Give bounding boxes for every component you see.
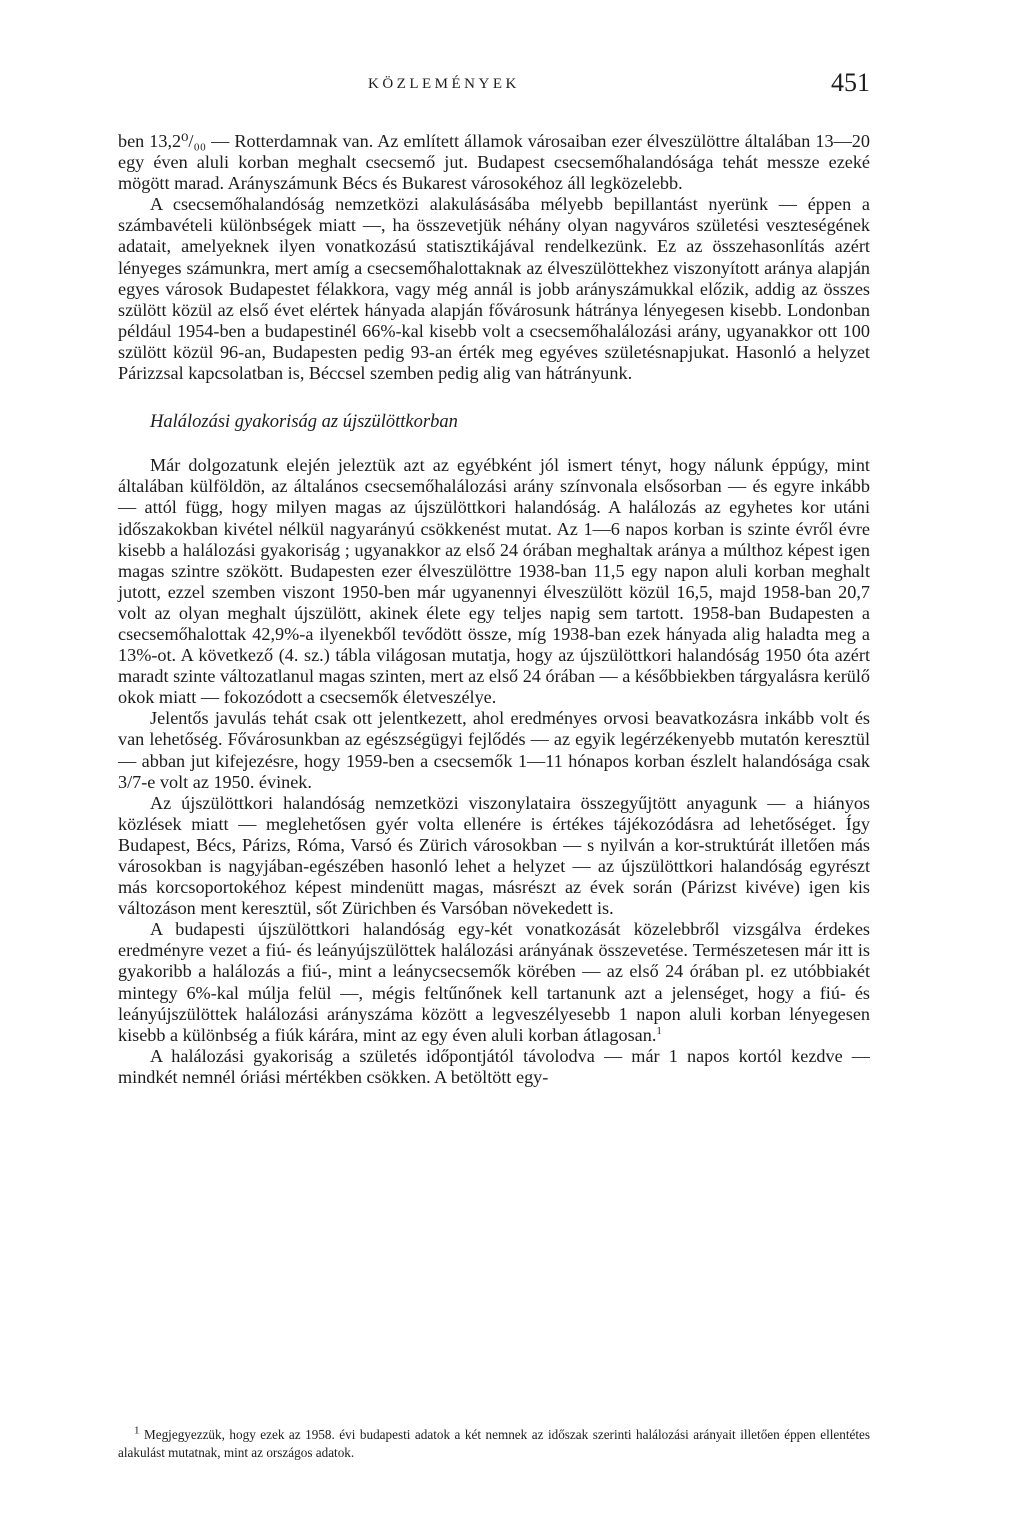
paragraph-international-comparison: A csecsemőhalandóság nemzetközi alakulásásába mélyebb bepillantást nyerünk — éppen a számbavételi különbségek miatt —, ha összevetjük néhány olyan nagyváros születési veszteségének adatait, amelyeknek ilyen vonatkozású statisztikájával rendelkezünk. Ez az összehasonlítás azért lényeges számunkra, mert amíg a csecsemőhalottaknak az élveszülöttekhez viszonyított aránya alapján egyes városok Budapestet félakkora, vagy még annál is jobb arányszámukkal előzik, addig az összes szülött közül az első évet elértek hányada alapján fővárosunk hátránya lényegesen kisebb. Londonban például 1954-ben a budapestinél 66%-kal kisebb volt a csecsemőhalálozási arány, ugyanakkor ott 100 szülött közül 96-an, Budapesten pedig 93-an érték meg egyéves születésnapjukat. Hasonló a helyzet Párizzsal kapcsolatban is, Béccsel szemben pedig alig van hátrányunk. [118, 194, 870, 384]
paragraph-sex-comparison [118, 919, 870, 1046]
footnotes [118, 1426, 870, 1462]
paragraph-age-decline: A halálozási gyakoriság a születés időpontjától távolodva — már 1 napos kortól kezdve — mindkét nemnél óriási mértékben csökken. A betöltött egy- [118, 1045, 870, 1087]
paragraph-improvement: Jelentős javulás tehát csak ott jelentkezett, ahol eredményes orvosi beavatkozásra inkább volt és van lehetőség. Fővárosunkban az egészségügyi fejlődés — az egyik legérzékenyebb mutatón keresztül — abban jut kifejezésre, hogy 1959-ben a csecsemők 1—11 hónapos korban észlelt halandósága csak 3/7-e volt az 1950. évinek. [118, 708, 870, 792]
paragraph-neonatal-mortality: Már dolgozatunk elején jeleztük azt az egyébként jól ismert tényt, hogy nálunk éppúgy, mint általában külföldön, az általános csecsemőhalálozási arány színvonala elsősorban — és egyre inkább — attól függ, hogy milyen magas az újszülöttkori halandóság. A halálozás az egyhetes kor utáni időszakokban kivétel nélkül nagyarányú csökkenést mutat. Az 1—6 napos korban is szinte évről évre kisebb a halálozási gyakoriság ; ugyanakkor az első 24 órában meghaltak aránya a múlthoz képest igen magas szintre szökött. Budapesten ezer élveszülöttre 1938-ban 11,5 egy napon aluli korban meghalt jutott, ezzel szemben viszont 1950-ben már ugyanennyi élveszülött közül 16,5, majd 1958-ban 20,7 volt az olyan meghalt újszülött, akinek élete egy teljes napig sem tartott. 1958-ban Budapesten a csecsemőhalottak 42,9%-a ilyenekből tevődött össze, míg 1938-ban ezek hányada alig haladta meg a 13%-ot. A következő (4. sz.) tábla világosan mutatja, hogy az újszülöttkori halandóság 1950 óta azért maradt szinte változatlanul magas szinten, mert az első 24 órában — a későbbiekben tárgyalásra kerülő okok miatt — fokozódott a csecsemők életveszélye. [118, 455, 870, 708]
footnote [118, 1426, 870, 1462]
running-title: KÖZLEMÉNYEK [368, 76, 520, 92]
footnote-text: Megjegyezzük, hogy ezek az 1958. évi budapesti adatok a két nemnek az időszak szerinti halálozási arányait illetően éppen ellentétes alakulást mutatnak, mint az országos adatok. [118, 1427, 871, 1460]
paragraph-international-neonatal: Az újszülöttkori halandóság nemzetközi viszonylataira összegyűjtött anyagunk — a hiányos közlések miatt — meglehetősen gyér volta ellenére is értékes tájékozódásra ad lehetőséget. Így Budapest, Bécs, Párizs, Róma, Varsó és Zürich városokban — s nyilván a kor-struktúrát illetően más városokban is nagyjában-egészében hasonló lehet a helyzet — az újszülöttkori halandóság egyrészt más korcsoportokéhoz képest mindenütt magas, másrészt az évek során (Párizst kivéve) igen kis változáson ment keresztül, sőt Zürichben és Varsóban növekedett is. [118, 792, 870, 919]
section-heading: Halálozási gyakoriság az újszülöttkorban [150, 412, 458, 433]
footnote-marker: 1 [134, 1424, 140, 1437]
paragraph-sex-comparison-text: A budapesti újszülöttkori halandóság egy-két vonatkozását közelebbről vizsgálva érdekes eredményre vezet a fiú- és leányújszülöttek halálozási arányának összevetése. Természetesen már itt is gyakoribb a halálozás a fiú-, mint a leánycsecsemők körében — az első 24 órában pl. ez utóbbiakét mintegy 6%-kal múlja felül —, mégis feltűnőnek kell tartanunk azt a jelenséget, hogy a fiú- és leányújszülöttek halálozási arányszáma között a legveszélyesebb 1 napon aluli korban lényegesen kisebb a különbség a fiúk kárára, mint az egy éven aluli korban átlagosan. [118, 919, 870, 1045]
page-header [118, 68, 870, 108]
paragraph-continuation: ben 13,2⁰/₀₀ — Rotterdamnak van. Az említett államok városaiban ezer élveszülöttre általában 13—20 egy éven aluli korban meghalt csecsemő jut. Budapest csecsemőhalandósága tehát messze ezeké mögött marad. Arányszámunk Bécs és Bukarest városokéhoz áll legközelebb. [118, 131, 870, 194]
body-text [118, 131, 870, 1088]
page-number: 451 [831, 68, 870, 97]
footnote-reference: 1 [656, 1024, 662, 1037]
